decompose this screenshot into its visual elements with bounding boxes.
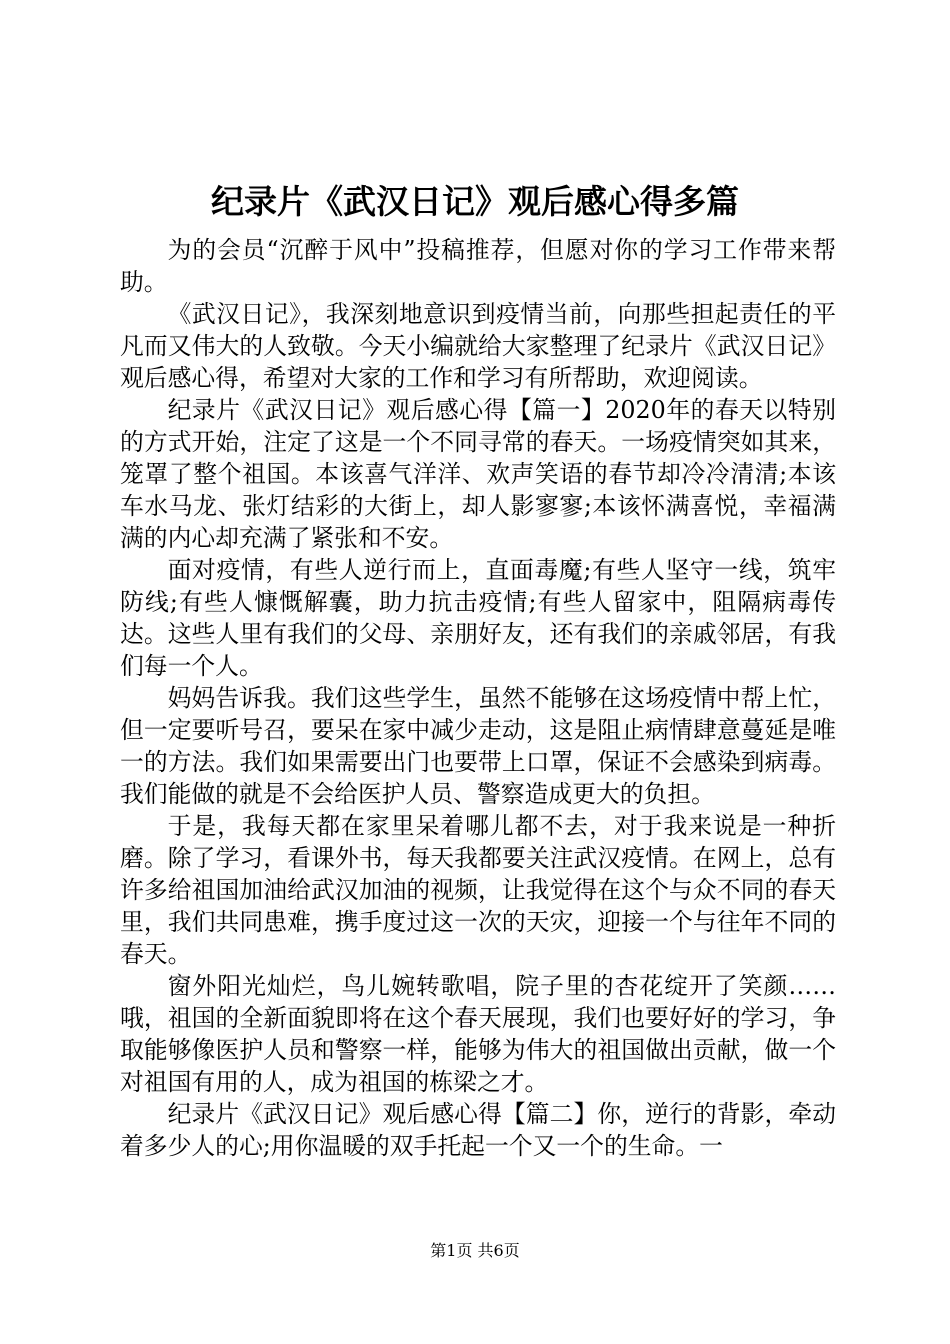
paragraph: 纪录片《武汉日记》观后感心得【篇二】你，逆行的背影，牵动着多少人的心;用你温暖的双手托起一个又一个的生命。一 — [120, 1100, 836, 1160]
document-body — [120, 234, 836, 1162]
document-title: 纪录片《武汉日记》观后感心得多篇 — [211, 182, 739, 221]
paragraph: 窗外阳光灿烂，鸟儿婉转歌唱，院子里的杏花绽开了笑颜……哦，祖国的全新面貌即将在这个春天展现，我们也要好好的学习，争取能够像医护人员和警察一样，能够为伟大的祖国做出贡献，做一个对祖国有用的人，成为祖国的栋梁之才。 — [120, 972, 836, 1096]
paragraph: 为的会员“沉醉于风中”投稿推荐，但愿对你的学习工作带来帮助。 — [120, 236, 836, 296]
paragraph: 妈妈告诉我。我们这些学生，虽然不能够在这场疫情中帮上忙，但一定要听号召，要呆在家中减少走动，这是阻止病情肆意蔓延是唯一的方法。我们如果需要出门也要带上口罩，保证不会感染到病毒。我们能做的就是不会给医护人员、警察造成更大的负担。 — [120, 684, 836, 808]
paragraph: 面对疫情，有些人逆行而上，直面毒魔;有些人坚守一线，筑牢防线;有些人慷慨解囊，助力抗击疫情;有些人留家中，阻隔病毒传达。这些人里有我们的父母、亲朋好友，还有我们的亲戚邻居，有我们每一个人。 — [120, 556, 836, 680]
paragraph: 《武汉日记》，我深刻地意识到疫情当前，向那些担起责任的平凡而又伟大的人致敬。今天小编就给大家整理了纪录片《武汉日记》观后感心得，希望对大家的工作和学习有所帮助，欢迎阅读。 — [120, 300, 836, 392]
paragraph: 于是，我每天都在家里呆着哪儿都不去，对于我来说是一种折磨。除了学习，看课外书，每天我都要关注武汉疫情。在网上，总有许多给祖国加油给武汉加油的视频，让我觉得在这个与众不同的春天里，我们共同患难，携手度过这一次的天灾，迎接一个与往年不同的春天。 — [120, 812, 836, 968]
page-footer: 第1页 共6页 — [430, 1241, 520, 1260]
paragraph: 纪录片《武汉日记》观后感心得【篇一】2020年的春天以特别的方式开始，注定了这是一个不同寻常的春天。一场疫情突如其来，笼罩了整个祖国。本该喜气洋洋、欢声笑语的春节却冷冷清清;本该车水马龙、张灯结彩的大街上，却人影寥寥;本该怀满喜悦，幸福满满的内心却充满了紧张和不安。 — [120, 396, 836, 552]
